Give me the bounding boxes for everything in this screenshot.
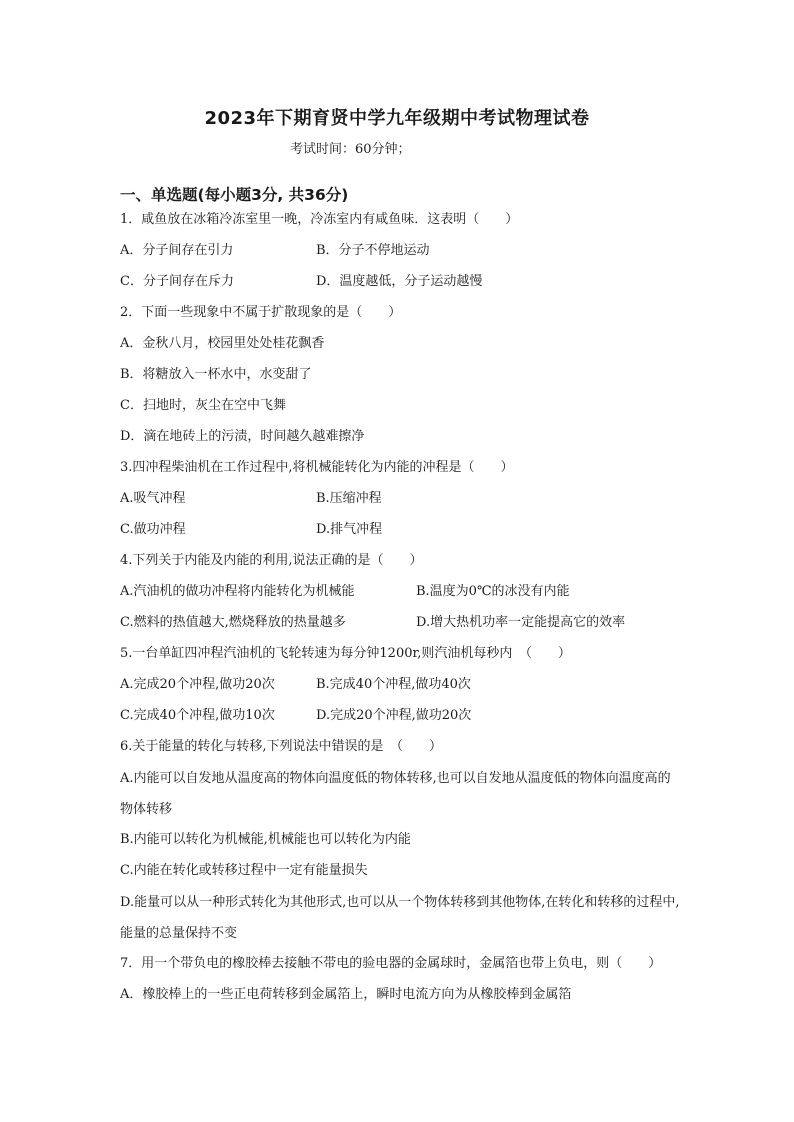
question-6-option-b: B.内能可以转化为机械能,机械能也可以转化为内能 [120, 832, 411, 847]
question-2-option-d: D．滴在地砖上的污渍，时间越久越难擦净 [120, 429, 365, 444]
question-4-stem: 4.下列关于内能及内能的利用,说法正确的是（ ） [120, 553, 423, 568]
question-5-option-c: C.完成40个冲程,做功10次 [120, 708, 275, 723]
question-6-stem: 6.关于能量的转化与转移,下列说法中错误的是 （ ） [120, 739, 443, 754]
question-6-option-d: D.能量可以从一种形式转化为其他形式,也可以从一个物体转移到其他物体,在转化和转移的过程中,能量的总量保持不变 [120, 895, 680, 941]
question-6-option-c: C.内能在转化或转移过程中一定有能量损失 [120, 863, 368, 878]
question-1-option-a: A．分子间存在引力 [120, 243, 234, 258]
question-2-option-c: C．扫地时，灰尘在空中飞舞 [120, 398, 286, 413]
exam-duration: 考试时间：60分钟； [290, 142, 411, 157]
question-7-option-a: A．橡胶棒上的一些正电荷转移到金属箔上，瞬时电流方向为从橡胶棒到金属箔 [120, 987, 572, 1002]
question-4-options-row-2 [120, 613, 680, 644]
question-3-stem: 3.四冲程柴油机在工作过程中,将机械能转化为内能的冲程是（ ） [120, 460, 514, 475]
question-5-option-b: B.完成40个冲程,做功40次 [316, 677, 471, 692]
question-list [120, 210, 680, 1016]
question-1-stem: 1．咸鱼放在冰箱冷冻室里一晚，冷冻室内有咸鱼味．这表明（ ） [120, 212, 519, 227]
question-7-stem: 7．用一个带负电的橡胶棒去接触不带电的验电器的金属球时，金属箔也带上负电，则（ ） [120, 956, 662, 971]
question-3-option-c: C.做功冲程 [120, 522, 186, 537]
question-1-option-b: B．分子不停地运动 [316, 243, 430, 258]
section-heading: 一、单选题(每小题3分, 共36分) [120, 186, 349, 204]
question-4-option-d: D.增大热机功率一定能提高它的效率 [416, 615, 626, 630]
question-5-option-a: A.完成20个冲程,做功20次 [120, 677, 275, 692]
question-4-option-a: A.汽油机的做功冲程将内能转化为机械能 [120, 584, 355, 599]
question-1-options-row-2 [120, 272, 680, 303]
exam-title: 2023年下期育贤中学九年级期中考试物理试卷 [204, 108, 590, 129]
question-5-options-row-1 [120, 675, 680, 706]
question-2-option-a: A．金秋八月，校园里处处桂花飘香 [120, 336, 325, 351]
question-3-option-a: A.吸气冲程 [120, 491, 186, 506]
question-3-options-row-2 [120, 520, 680, 551]
question-2-stem: 2．下面一些现象中不属于扩散现象的是（ ） [120, 305, 402, 320]
question-4-option-b: B.温度为0℃的冰没有内能 [416, 584, 570, 599]
question-3-options-row-1 [120, 489, 680, 520]
question-1-option-c: C．分子间存在斥力 [120, 274, 234, 289]
question-5-stem: 5.一台单缸四冲程汽油机的飞轮转速为每分钟1200r,则汽油机每秒内 （ ） [120, 646, 571, 661]
question-5-option-d: D.完成20个冲程,做功20次 [316, 708, 472, 723]
question-6-option-a: A.内能可以自发地从温度高的物体向温度低的物体转移,也可以自发地从温度低的物体向温度高的物体转移 [120, 771, 671, 817]
question-4-option-c: C.燃料的热值越大,燃烧释放的热量越多 [120, 615, 346, 630]
question-4-options-row-1 [120, 582, 680, 613]
question-2-option-b: B．将糖放入一杯水中，水变甜了 [120, 367, 312, 382]
question-1-options-row-1 [120, 241, 680, 272]
question-5-options-row-2 [120, 706, 680, 737]
question-3-option-d: D.排气冲程 [316, 522, 383, 537]
question-3-option-b: B.压缩冲程 [316, 491, 382, 506]
question-1-option-d: D．温度越低，分子运动越慢 [316, 274, 483, 289]
